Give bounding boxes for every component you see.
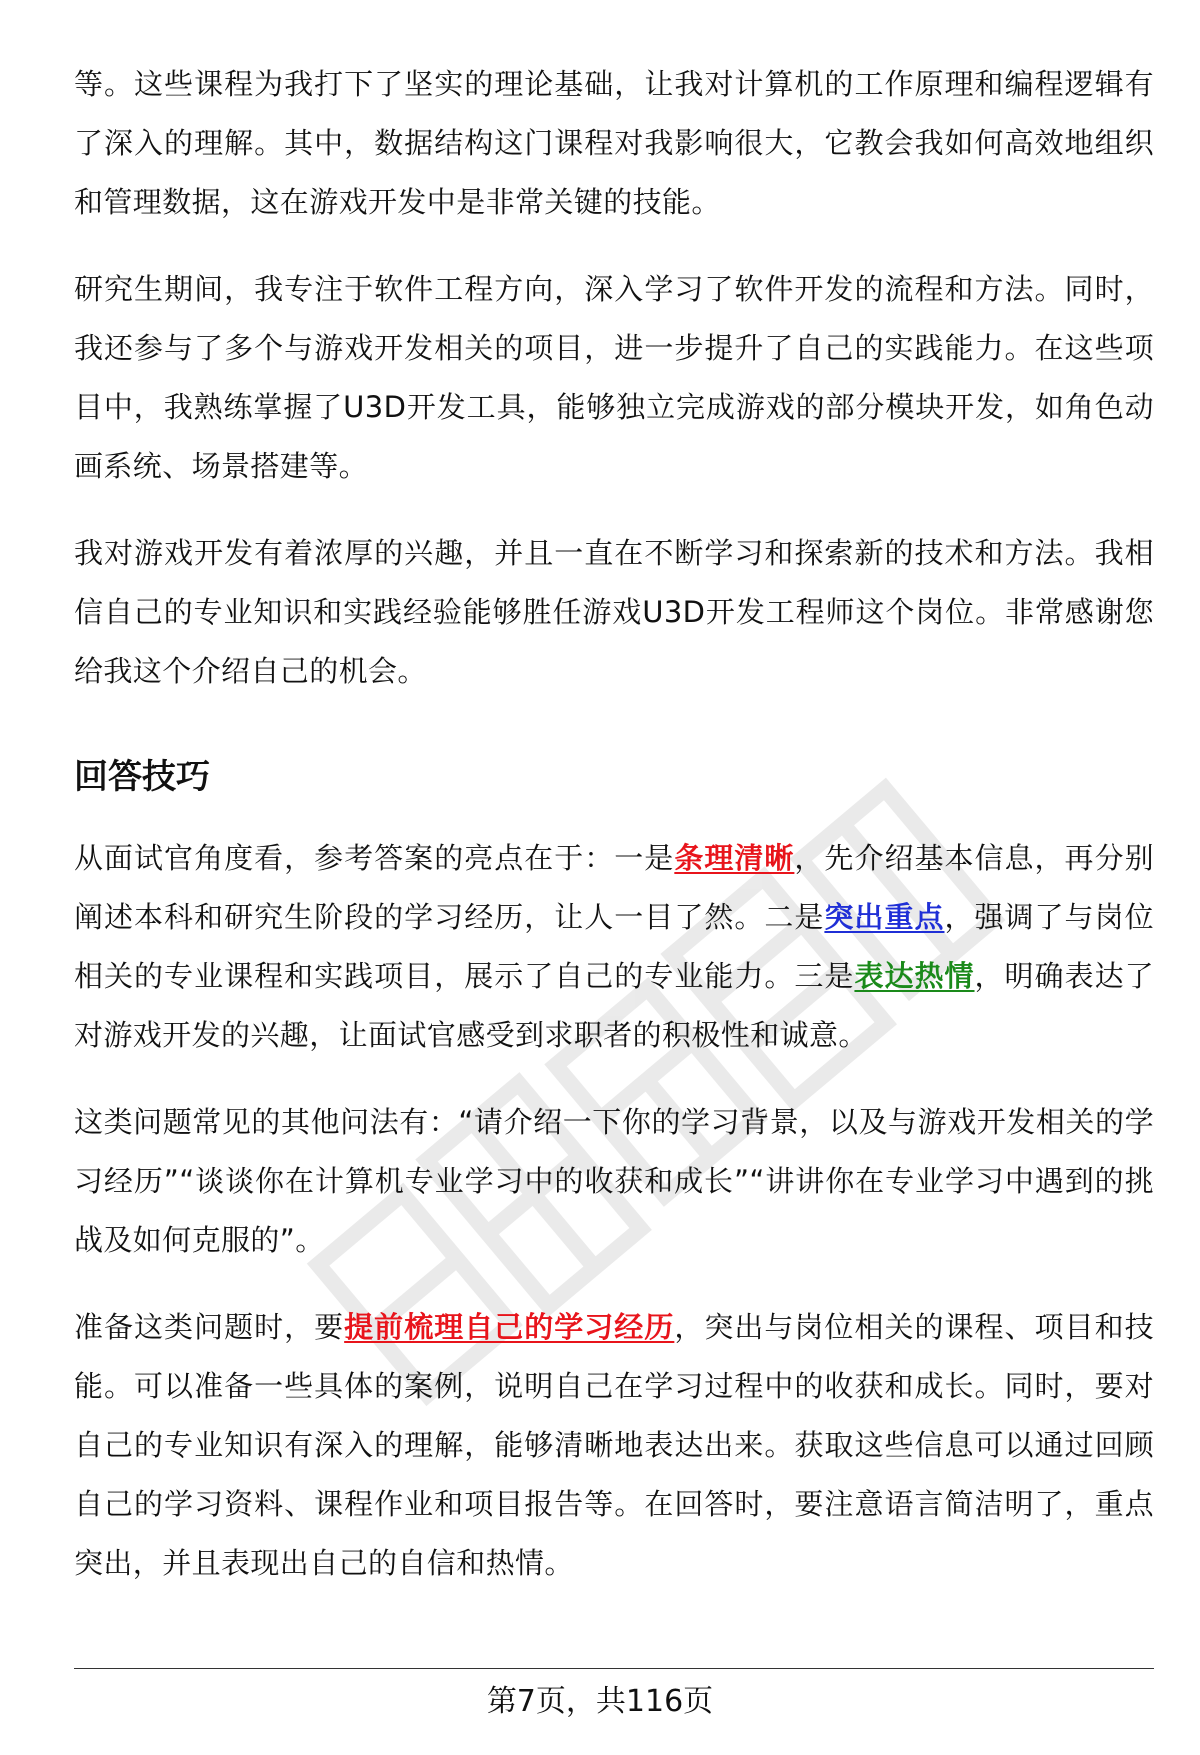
footer-divider — [74, 1668, 1154, 1669]
text-segment: 从面试官角度看，参考答案的亮点在于：一是 — [74, 841, 675, 875]
paragraph-1: 等。这些课程为我打下了坚实的理论基础，让我对计算机的工作原理和编程逻辑有了深入的理解。其中，数据结构这门课程对我影响很大，它教会我如何高效地组织和管理数据，这在游戏开发中是非常关键的技能。 — [74, 67, 1154, 219]
text-segment: ，先介绍基本信息，再分别阐述本科和研究生阶段的学习经历，让人一目了然。二是 — [74, 841, 1154, 934]
paragraph-4 — [74, 829, 1154, 1065]
paragraph-6 — [74, 1298, 1154, 1593]
section-heading: 回答技巧 — [74, 757, 210, 797]
highlight-clear-structure: 条理清晰 — [674, 841, 795, 875]
paragraph-5: 这类问题常见的其他问法有：“请介绍一下你的学习背景，以及与游戏开发相关的学习经历”“谈谈你在计算机专业学习中的收获和成长”“讲讲你在专业学习中遇到的挑战及如何克服的”。 — [74, 1105, 1154, 1257]
text-segment: ，明确表达了对游戏开发的兴趣，让面试官感受到求职者的积极性和诚意。 — [74, 959, 1154, 1052]
text-segment: 准备这类问题时，要 — [74, 1310, 345, 1344]
highlight-enthusiasm: 表达热情 — [854, 959, 975, 993]
paragraph-3: 我对游戏开发有着浓厚的兴趣，并且一直在不断学习和探索新的技术和方法。我相信自己的专业知识和实践经验能够胜任游戏U3D开发工程师这个岗位。非常感谢您给我这个介绍自己的机会。 — [74, 536, 1154, 688]
page-number: 第7页，共116页 — [486, 1684, 714, 1719]
text-segment: ，突出与岗位相关的课程、项目和技能。可以准备一些具体的案例，说明自己在学习过程中的收获和成长。同时，要对自己的专业知识有深入的理解，能够清晰地表达出来。获取这些信息可以通过回顾自己的学习资料、课程作业和项目报告等。在回答时，要注意语言简洁明了，重点突出，并且表现出自己的自信和热情。 — [74, 1310, 1154, 1580]
highlight-key-points: 突出重点 — [824, 900, 945, 934]
highlight-review-experience: 提前梳理自己的学习经历 — [344, 1310, 675, 1344]
paragraph-2: 研究生期间，我专注于软件工程方向，深入学习了软件开发的流程和方法。同时，我还参与了多个与游戏开发相关的项目，进一步提升了自己的实践能力。在这些项目中，我熟练掌握了U3D开发工具，能够独立完成游戏的部分模块开发，如角色动画系统、场景搭建等。 — [74, 272, 1154, 483]
page-content — [74, 55, 1154, 1621]
text-segment: ，强调了与岗位相关的专业课程和实践项目，展示了自己的专业能力。三是 — [74, 900, 1154, 993]
